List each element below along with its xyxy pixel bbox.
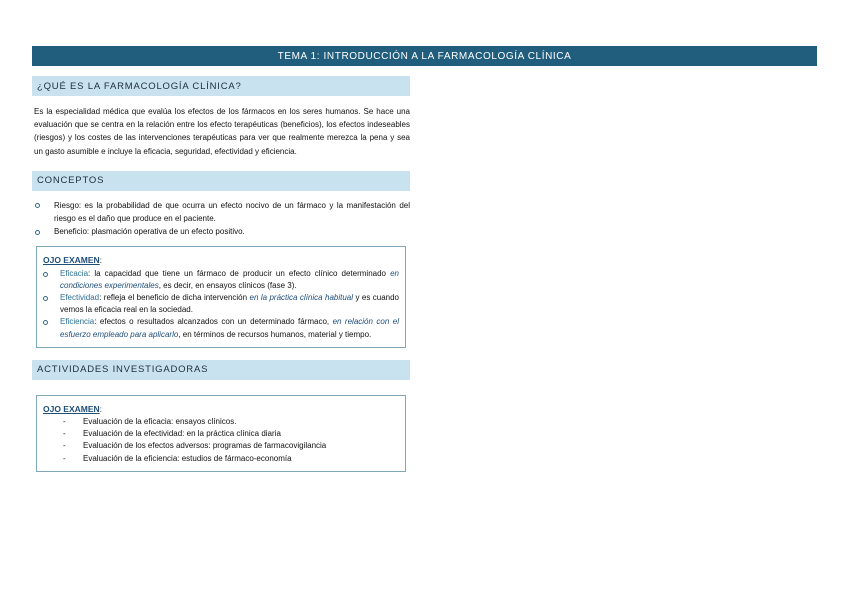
list-item: Eficiencia: efectos o resultados alcanzados con un determinado fármaco, en relación con el esfuerzo empleado para aplicarlo, en términos de recursos humanos, material y tiempo. (43, 316, 399, 340)
list-item (32, 225, 410, 238)
concept-beneficio: Beneficio: plasmación operativa de un efecto positivo. (54, 227, 245, 237)
bullet-icon (43, 296, 48, 301)
section-heading-activities: ACTIVIDADES INVESTIGADORAS (32, 360, 410, 380)
list-item: - Evaluación de la eficiencia: estudios de fármaco-economía (63, 453, 292, 463)
exam-note-title: OJO EXAMEN: (43, 255, 102, 266)
content-column (32, 76, 410, 472)
section-heading-concepts: CONCEPTOS (32, 171, 410, 191)
section-heading-what-is: ¿QUÉ ES LA FARMACOLOGÍA CLÍNICA? (32, 76, 410, 96)
topic-title-banner: TEMA 1: INTRODUCCIÓN A LA FARMACOLOGÍA CLÍNICA (32, 46, 817, 66)
list-item: - Evaluación de los efectos adversos: programas de farmacovigilancia (63, 441, 327, 451)
bullet-icon (35, 230, 40, 235)
list-item (32, 199, 410, 225)
bullet-icon (35, 203, 40, 208)
list-item: - Evaluación de la eficacia: ensayos clínicos. (63, 417, 237, 427)
exam-note-box-activities (36, 395, 406, 472)
list-item: Eficacia: la capacidad que tiene un fármaco de producir un efecto clínico determinado en condiciones experimentales, es decir, en ensayos clínicos (fase 3). (43, 268, 399, 292)
bullet-icon (43, 320, 48, 325)
list-item: - Evaluación de la efectividad: en la práctica clínica diaria (63, 429, 281, 439)
exam-note-title: OJO EXAMEN: (43, 403, 102, 414)
definition-paragraph: Es la especialidad médica que evalúa los efectos de los fármacos en los seres humanos. Se hace una evaluación que se centra en la relación entre los efecto terapéuticas (beneficios), los efectos indeseables (riesgos) y los costes de las intervenciones terapéuticas para ver que realmente merezca la pena y sea un gasto asumible e incluye la eficacia, seguridad, efectividad y eficiencia. (34, 107, 410, 156)
concept-riesgo: Riesgo: es la probabilidad de que ocurra un efecto nocivo de un fármaco y la manifestación del riesgo es el daño que produce en el paciente. (54, 200, 410, 224)
bullet-icon (43, 272, 48, 277)
concepts-list (32, 199, 410, 239)
list-item: Efectividad: refleja el beneficio de dicha intervención en la práctica clínica habitual y es cuando vemos la eficacia real en la sociedad. (43, 292, 399, 316)
exam-note-box (36, 246, 406, 347)
